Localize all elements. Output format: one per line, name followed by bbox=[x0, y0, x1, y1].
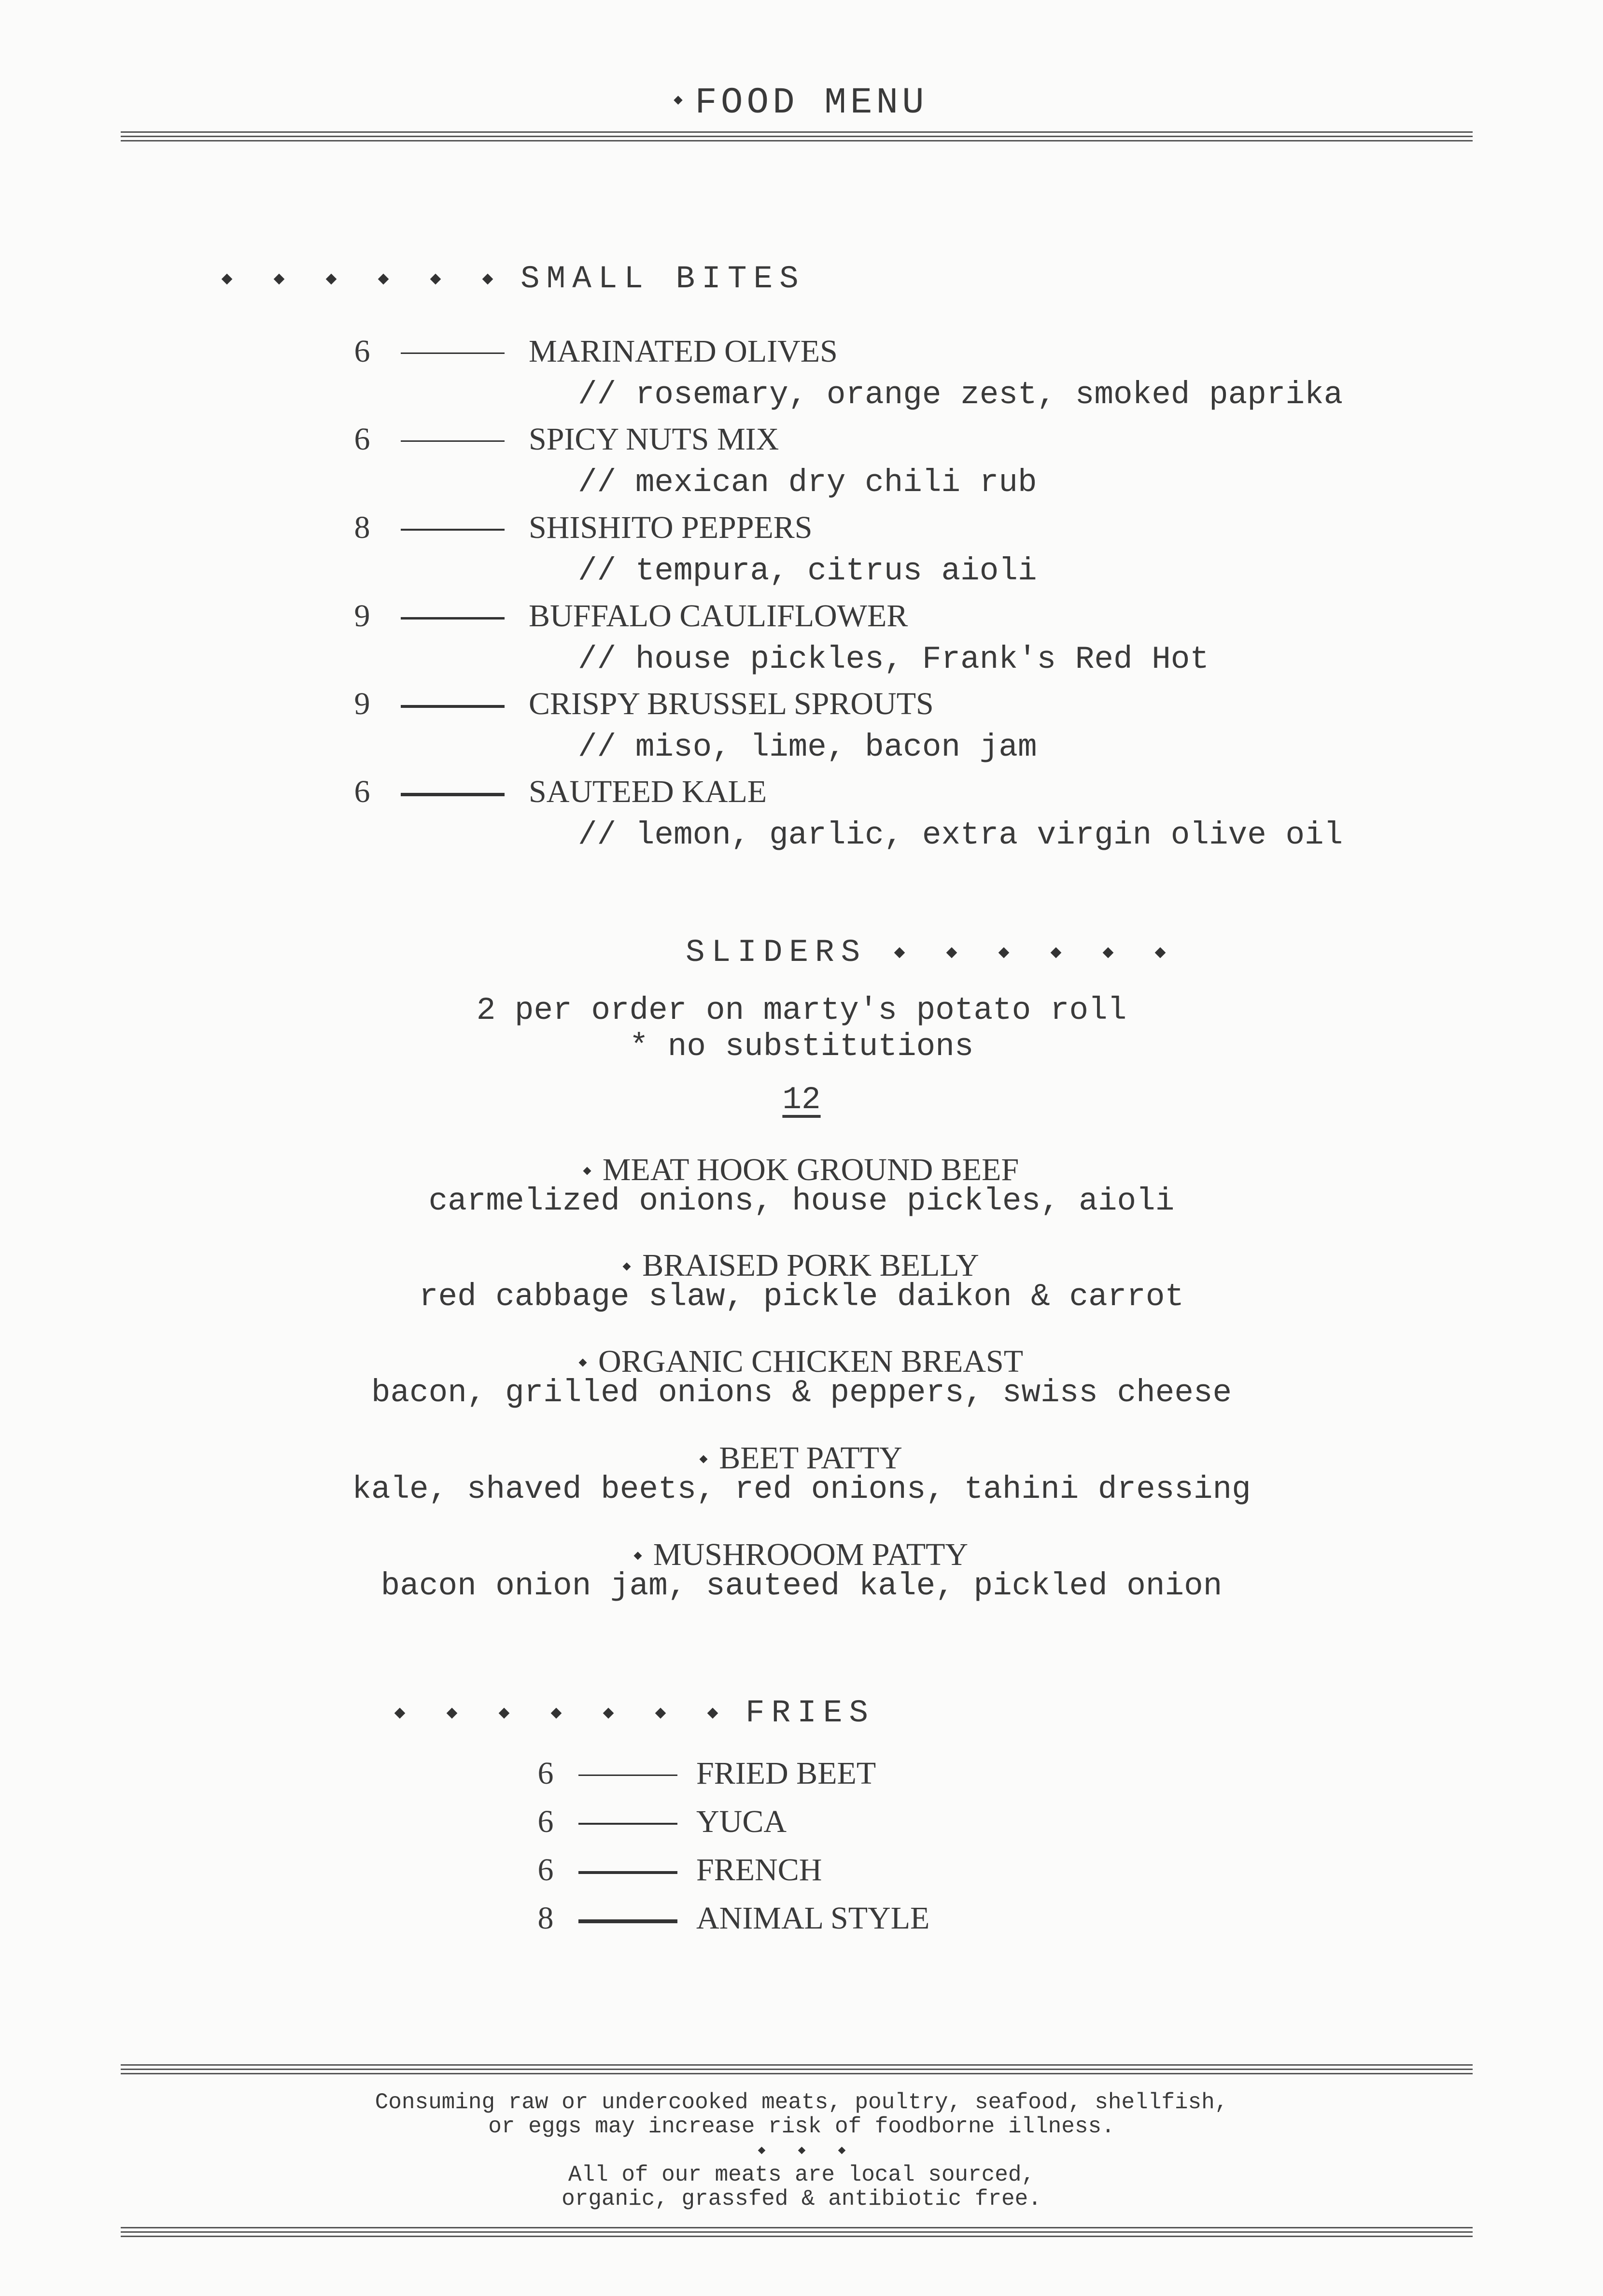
item-name: ANIMAL STYLE bbox=[696, 1901, 930, 1936]
sliders-price bbox=[0, 1082, 1603, 1118]
item-price: 6 bbox=[354, 334, 370, 369]
item-price: 8 bbox=[537, 1901, 554, 1936]
item-price: 6 bbox=[537, 1804, 554, 1839]
footer-divider bbox=[0, 2138, 1603, 2163]
footer-notice: or eggs may increase risk of foodborne illness. bbox=[488, 2114, 1115, 2139]
item-desc: // house pickles, Frank's Red Hot bbox=[578, 641, 1209, 677]
item-name: MARINATED OLIVES bbox=[529, 334, 838, 369]
item-desc: // tempura, citrus aioli bbox=[578, 553, 1037, 589]
price-dash bbox=[401, 617, 505, 620]
item-name: CRISPY BRUSSEL SPROUTS bbox=[529, 686, 934, 721]
sliders-note: 2 per order on marty's potato roll bbox=[476, 992, 1127, 1028]
price-dash bbox=[578, 1775, 677, 1776]
item-desc: // miso, lime, bacon jam bbox=[578, 729, 1037, 765]
price-dash bbox=[578, 1823, 677, 1825]
diamond-row-icon bbox=[223, 261, 520, 297]
item-name: FRENCH bbox=[696, 1852, 822, 1888]
slider-name: ORGANIC CHICKEN BREAST bbox=[0, 1343, 1603, 1380]
item-name: SHISHITO PEPPERS bbox=[529, 510, 813, 545]
slider-name: BEET PATTY bbox=[0, 1440, 1603, 1477]
price-dash bbox=[401, 705, 505, 708]
price-dash bbox=[401, 352, 505, 354]
slider-desc: red cabbage slaw, pickle daikon & carrot bbox=[419, 1279, 1184, 1315]
diamond-icon bbox=[674, 96, 683, 105]
sliders-title: SLIDERS bbox=[686, 934, 867, 971]
item-price: 6 bbox=[537, 1756, 554, 1791]
item-price: 9 bbox=[354, 686, 370, 721]
sliders-header bbox=[686, 934, 1186, 971]
header-rule bbox=[121, 131, 1473, 144]
item-desc: // rosemary, orange zest, smoked paprika bbox=[578, 377, 1343, 413]
footer-rule-top bbox=[121, 2064, 1473, 2077]
price-dash bbox=[401, 793, 505, 796]
small-bites-header bbox=[223, 261, 805, 297]
price-dash bbox=[401, 529, 505, 531]
slider-name: MUSHROOOM PATTY bbox=[0, 1536, 1603, 1573]
item-price: 8 bbox=[354, 510, 370, 545]
slider-name: BRAISED PORK BELLY bbox=[0, 1247, 1603, 1284]
diamond-icon bbox=[798, 2147, 805, 2155]
price-dash bbox=[578, 1919, 677, 1923]
slider-desc: kale, shaved beets, red onions, tahini dressing bbox=[352, 1471, 1251, 1507]
slider-name: MEAT HOOK GROUND BEEF bbox=[0, 1152, 1603, 1188]
price-dash bbox=[401, 440, 505, 442]
footer-sourcing: organic, grassfed & antibiotic free. bbox=[562, 2186, 1041, 2211]
item-name: SPICY NUTS MIX bbox=[529, 422, 779, 457]
item-desc: // mexican dry chili rub bbox=[578, 465, 1037, 501]
diamond-row-icon bbox=[867, 934, 1186, 971]
item-price: 6 bbox=[537, 1852, 554, 1888]
sliders-price-value: 12 bbox=[782, 1082, 821, 1118]
footer-notice: Consuming raw or undercooked meats, poultry, seafood, shellfish, bbox=[375, 2090, 1228, 2115]
footer-rule-bottom bbox=[121, 2227, 1473, 2240]
item-price: 6 bbox=[354, 774, 370, 809]
item-desc: // lemon, garlic, extra virgin olive oil bbox=[578, 817, 1343, 853]
diamond-row-icon bbox=[396, 1695, 745, 1731]
sliders-note: * no substitutions bbox=[629, 1028, 974, 1065]
slider-desc: carmelized onions, house pickles, aioli bbox=[428, 1183, 1175, 1219]
footer-sourcing: All of our meats are local sourced, bbox=[568, 2162, 1035, 2187]
item-name: YUCA bbox=[696, 1804, 787, 1839]
price-dash bbox=[578, 1871, 677, 1874]
small-bites-title: SMALL BITES bbox=[520, 261, 805, 297]
item-price: 6 bbox=[354, 422, 370, 457]
diamond-icon bbox=[758, 2147, 765, 2155]
item-name: SAUTEED KALE bbox=[529, 774, 767, 809]
item-name: FRIED BEET bbox=[696, 1756, 876, 1791]
slider-desc: bacon, grilled onions & peppers, swiss cheese bbox=[371, 1375, 1232, 1411]
diamond-icon bbox=[838, 2147, 845, 2155]
page-title bbox=[0, 82, 1603, 124]
item-name: BUFFALO CAULIFLOWER bbox=[529, 598, 908, 634]
menu-title-text: FOOD MENU bbox=[695, 82, 928, 124]
slider-desc: bacon onion jam, sauteed kale, pickled onion bbox=[380, 1568, 1223, 1604]
item-price: 9 bbox=[354, 598, 370, 634]
fries-header bbox=[396, 1695, 875, 1731]
fries-title: FRIES bbox=[745, 1695, 875, 1731]
